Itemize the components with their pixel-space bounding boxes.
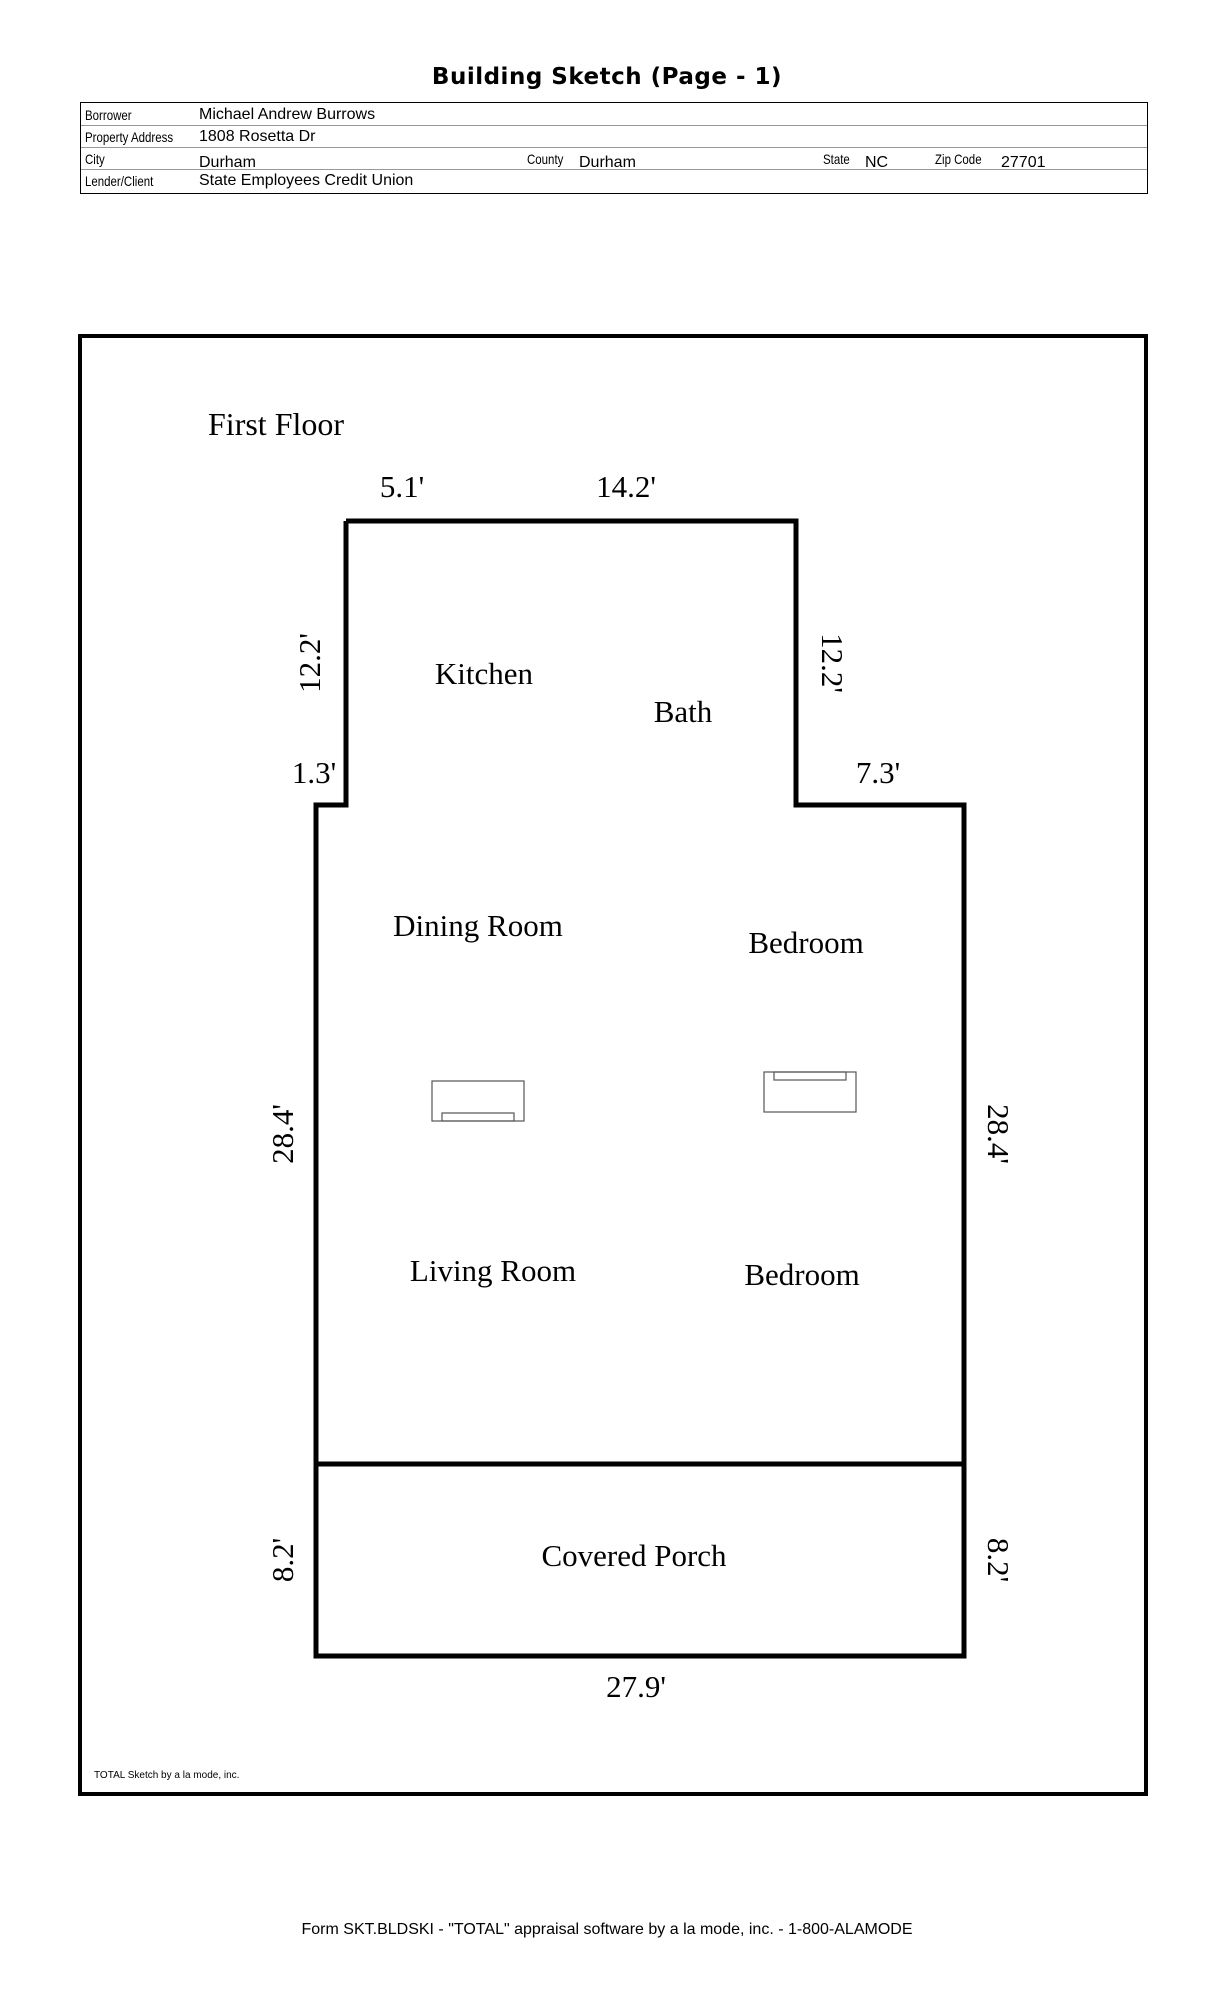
sketch-credit: TOTAL Sketch by a la mode, inc. [94, 1770, 240, 1781]
city-label: City [85, 151, 105, 167]
county-value: Durham [579, 154, 636, 171]
room-porch: Covered Porch [541, 1538, 727, 1573]
zip-value: 27701 [1001, 154, 1046, 171]
fireplace-icon [432, 1081, 524, 1121]
room-bedroom-2: Bedroom [744, 1257, 860, 1292]
dim-right-porch: 8.2' [981, 1537, 1016, 1583]
dim-right-upper: 12.2' [815, 633, 850, 693]
dim-left-porch: 8.2' [265, 1537, 300, 1583]
city-value: Durham [199, 154, 256, 171]
floor-label: First Floor [208, 406, 345, 442]
dim-bottom: 27.9' [606, 1669, 666, 1704]
address-value: 1808 Rosetta Dr [199, 128, 316, 145]
room-dining: Dining Room [393, 908, 563, 943]
dim-top-right: 14.2' [596, 469, 656, 504]
form-footer: Form SKT.BLDSKI - "TOTAL" appraisal software by a la mode, inc. - 1-800-ALAMODE [301, 1921, 913, 1938]
lender-value: State Employees Credit Union [199, 172, 414, 189]
dim-left-upper: 12.2' [292, 633, 327, 693]
page-title: Building Sketch (Page - 1) [431, 64, 783, 90]
zip-label: Zip Code [935, 151, 982, 167]
state-value: NC [865, 154, 889, 171]
state-label: State [823, 151, 850, 167]
room-bedroom-1: Bedroom [748, 925, 864, 960]
room-living: Living Room [409, 1253, 577, 1288]
borrower-label: Borrower [85, 107, 132, 123]
dim-left-step: 1.3' [291, 755, 337, 790]
borrower-value: Michael Andrew Burrows [199, 106, 376, 123]
dim-right-step: 7.3' [855, 755, 901, 790]
dim-right-main: 28.4' [981, 1104, 1016, 1164]
county-label: County [527, 151, 564, 167]
fireplace-icon-2 [764, 1072, 856, 1112]
dim-top-left: 5.1' [379, 469, 425, 504]
building-outline [316, 521, 964, 1464]
dim-left-main: 28.4' [265, 1104, 300, 1164]
room-kitchen: Kitchen [434, 656, 534, 691]
room-bath: Bath [653, 694, 713, 729]
address-label: Property Address [85, 129, 174, 145]
lender-label: Lender/Client [85, 173, 154, 189]
